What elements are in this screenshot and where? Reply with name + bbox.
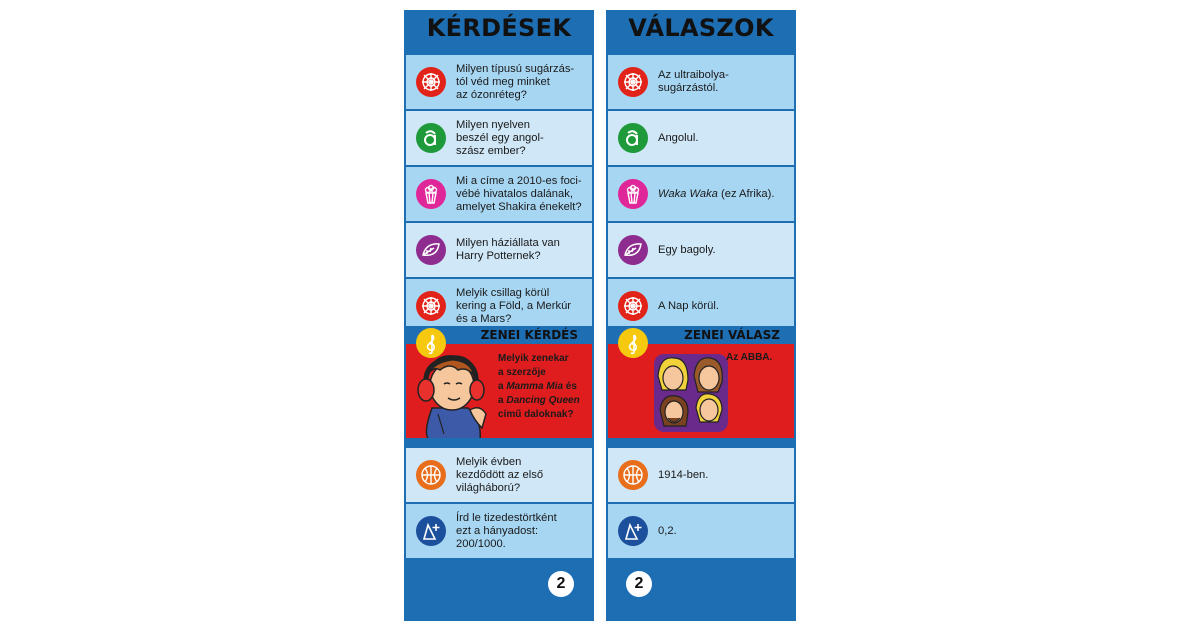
question-text: Milyen típusú sugárzás- [456, 62, 575, 75]
question-text: Írd le tizedestörtként [456, 511, 557, 524]
question-row-4: Milyen háziállata van Harry Potternek? [406, 223, 592, 277]
spider-web-icon [618, 291, 648, 321]
music-answer-text: Az ABBA. [726, 352, 773, 363]
answer-row-3 [608, 167, 794, 221]
answers-card [606, 10, 796, 621]
answer-text: 1914-ben. [658, 468, 709, 481]
answer-text: A Nap körül. [658, 299, 719, 312]
question-row-2: Milyen nyelven beszél egy angol- szász ember? [406, 111, 592, 165]
answer-text: Az ultraibolya- [658, 69, 729, 81]
leaf-icon [618, 235, 648, 265]
page-number: 2 [548, 571, 574, 597]
music-question-heading: ZENEI KÉRDÉS [406, 326, 592, 344]
answer-text: Angolul. [658, 131, 699, 144]
answer-row-7 [608, 504, 794, 558]
answer-text: 0,2. [658, 524, 677, 537]
music-question-text: Melyik zenekar a szerzője a Mamma Mia és a Dancing Queen című daloknak? [498, 353, 580, 420]
answer-text: Egy bagoly. [658, 243, 716, 256]
answers-title: VÁLASZOK [606, 10, 796, 45]
question-row-5: Melyik csillag körül kering a Föld, a Merkúr és a Mars? [406, 279, 592, 333]
popcorn-icon [416, 179, 446, 209]
popcorn-icon [618, 179, 648, 209]
question-row-3: Mi a címe a 2010-es foci- vébé hivatalos dalának, amelyet Shakira énekelt? [406, 167, 592, 221]
basketball-icon [618, 460, 648, 490]
spider-web-icon [618, 67, 648, 97]
answer-row-5 [608, 279, 794, 333]
question-text: Milyen nyelven [456, 118, 530, 131]
page-number: 2 [626, 571, 652, 597]
treble-clef-icon [618, 328, 648, 358]
answer-row-1: Az ultraibolya- sugárzástól. [608, 55, 794, 109]
question-row-6: Melyik évben kezdődött az első világháború? [406, 448, 592, 502]
questions-title: KÉRDÉSEK [404, 10, 594, 45]
treble-clef-icon [416, 328, 446, 358]
leaf-icon [416, 235, 446, 265]
letter-a-icon [416, 123, 446, 153]
music-answer-heading: ZENEI VÁLASZ [608, 326, 794, 344]
music-question-panel [406, 344, 592, 438]
question-row-1: Milyen típusú sugárzás- tól véd meg minket az ózonréteg? [406, 55, 592, 109]
question-text: Melyik évben [456, 455, 522, 468]
basketball-icon [416, 460, 446, 490]
spider-web-icon [416, 291, 446, 321]
abba-band-illustration [652, 350, 730, 434]
question-text: Melyik csillag körül [456, 286, 550, 299]
questions-card [404, 10, 594, 621]
letter-a-icon [618, 123, 648, 153]
question-text: Mi a címe a 2010-es foci- [456, 174, 582, 187]
triangle-plus-icon [416, 516, 446, 546]
triangle-plus-icon [618, 516, 648, 546]
answer-row-6 [608, 448, 794, 502]
music-answer-panel [608, 344, 794, 438]
answer-text: Waka Waka (ez Afrika). [658, 187, 775, 200]
spider-web-icon [416, 67, 446, 97]
question-row-7: Írd le tizedestörtként ezt a hányadost: 200/1000. [406, 504, 592, 558]
answer-row-2 [608, 111, 794, 165]
question-text: Milyen háziállata van [456, 237, 560, 249]
answer-row-4 [608, 223, 794, 277]
boy-with-headphones-illustration [410, 348, 496, 438]
